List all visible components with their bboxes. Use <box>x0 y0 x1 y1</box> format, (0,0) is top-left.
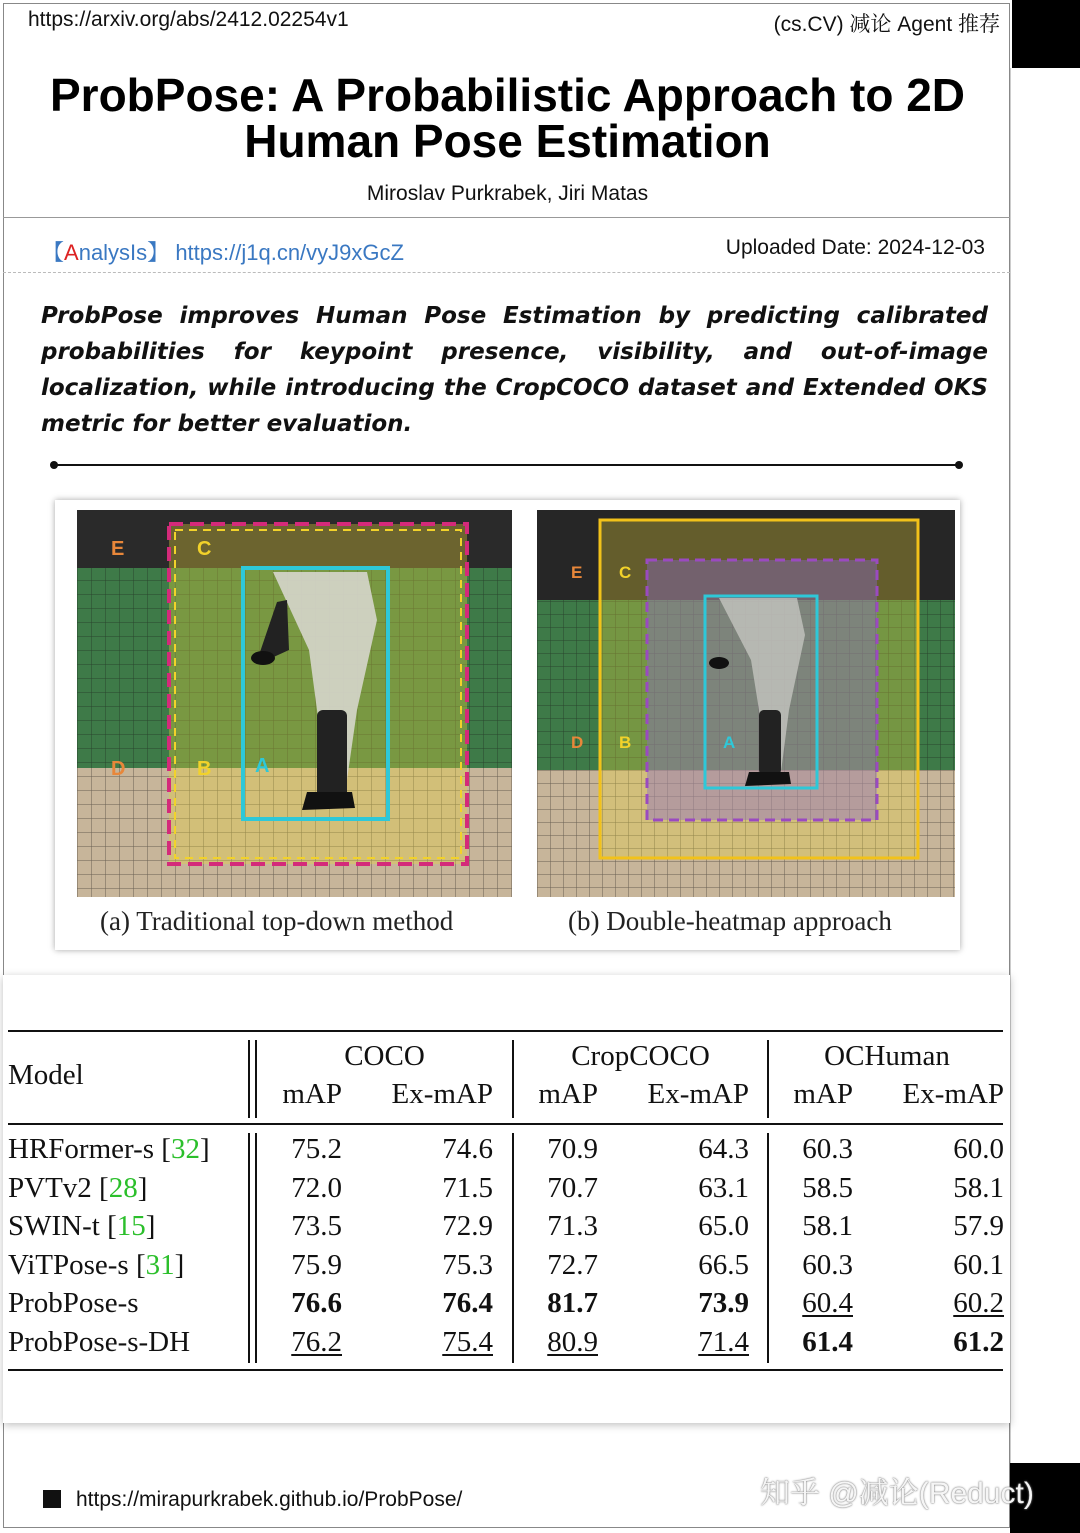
table-cell <box>362 1287 493 1320</box>
table-cell <box>262 1210 342 1243</box>
cell-value: 76.2 <box>291 1325 342 1358</box>
table-row-model-name <box>8 1287 139 1320</box>
cell-value: 64.3 <box>698 1133 749 1165</box>
cell-value: 60.1 <box>953 1248 1004 1281</box>
label-d-b: D <box>571 733 584 752</box>
cell-value: 60.3 <box>802 1248 853 1281</box>
subhead-och-exmap: Ex-mAP <box>902 1078 1004 1110</box>
model-name-text: ProbPose-s <box>8 1287 139 1319</box>
cell-value: 70.7 <box>547 1171 598 1204</box>
cell-value: 71.3 <box>547 1210 598 1242</box>
cell-value: 71.4 <box>698 1325 749 1358</box>
table-row-model-name <box>8 1133 210 1166</box>
vrule-body-coco <box>512 1133 514 1363</box>
vrule-crop <box>767 1040 769 1118</box>
table-cell <box>262 1249 342 1282</box>
analysis-link-row[interactable] <box>42 236 404 267</box>
table-bottom-rule <box>8 1369 1003 1371</box>
cell-value: 60.3 <box>802 1133 853 1165</box>
table-cell <box>262 1133 342 1166</box>
table-cell <box>773 1172 853 1205</box>
table-header-model: Model <box>8 1059 84 1091</box>
citation-link[interactable]: 15 <box>116 1210 146 1242</box>
caption-panel-a: (a) Traditional top-down method <box>100 906 454 936</box>
cell-value: 60.0 <box>953 1133 1004 1165</box>
vrule-body-crop <box>767 1133 769 1363</box>
table-cell <box>362 1249 493 1282</box>
corner-block <box>1012 0 1080 68</box>
right-gutter <box>1010 68 1080 1463</box>
table-cell <box>362 1326 493 1359</box>
cell-value: 71.5 <box>442 1171 493 1204</box>
figure-panel-a <box>77 510 512 897</box>
table-cell <box>262 1287 342 1320</box>
label-b-b: B <box>619 733 632 752</box>
vrule-body-model-b <box>255 1133 257 1363</box>
table-header-rule <box>8 1123 1003 1125</box>
cell-value: 58.1 <box>953 1171 1004 1204</box>
analysis-letter-a: A <box>64 240 79 265</box>
cell-value: 57.9 <box>953 1210 1004 1242</box>
cell-value: 74.6 <box>442 1133 493 1165</box>
uploaded-date: Uploaded Date: 2024-12-03 <box>725 236 985 259</box>
table-cell <box>362 1172 493 1205</box>
subhead-crop-exmap: Ex-mAP <box>647 1078 749 1110</box>
table-row-model-name <box>8 1249 184 1282</box>
paper-authors: Miroslav Purkrabek, Jiri Matas <box>366 182 649 205</box>
cell-value: 81.7 <box>547 1287 598 1319</box>
model-name-text: SWIN-t [ <box>8 1210 117 1242</box>
header-divider <box>3 217 1010 218</box>
table-cell <box>518 1287 598 1320</box>
cell-value: 80.9 <box>547 1325 598 1358</box>
table-row-model-name <box>8 1210 155 1243</box>
table-header-coco: COCO <box>344 1040 425 1072</box>
cell-value: 61.2 <box>953 1325 1004 1358</box>
table-cell <box>362 1133 493 1166</box>
title-line-2: Human Pose Estimation <box>244 115 771 167</box>
vrule-model-b <box>255 1040 257 1118</box>
cell-value: 60.2 <box>953 1287 1004 1319</box>
label-b: B <box>197 758 212 780</box>
label-e: E <box>111 538 125 560</box>
table-cell <box>618 1133 749 1166</box>
cell-value: 73.9 <box>698 1287 749 1319</box>
citation-bracket: ] <box>145 1210 156 1242</box>
cell-value: 72.7 <box>547 1248 598 1281</box>
cell-value: 73.5 <box>291 1210 342 1242</box>
cell-value: 58.1 <box>802 1210 853 1242</box>
cell-value: 70.9 <box>547 1133 598 1165</box>
table-cell <box>618 1210 749 1243</box>
cell-value: 66.5 <box>698 1248 749 1281</box>
table-cell <box>518 1133 598 1166</box>
table-row-model-name <box>8 1326 190 1359</box>
cell-value: 75.9 <box>291 1248 342 1281</box>
table-cell <box>873 1210 1004 1243</box>
cell-value: 58.5 <box>802 1171 853 1204</box>
table-cell <box>518 1172 598 1205</box>
table-cell <box>618 1287 749 1320</box>
citation-link[interactable]: 31 <box>145 1248 175 1281</box>
table-cell <box>518 1249 598 1282</box>
model-name-text: ViTPose-s [ <box>8 1248 146 1281</box>
table-cell <box>873 1133 1004 1166</box>
divider-dot-right <box>955 461 963 469</box>
table-cell <box>618 1172 749 1205</box>
meta-divider <box>3 272 1010 273</box>
vrule-model-a <box>248 1040 250 1118</box>
zhihu-watermark: 知乎 @减论(Reduct) <box>760 1477 1034 1510</box>
table-cell <box>773 1287 853 1320</box>
citation-link[interactable]: 28 <box>108 1171 138 1204</box>
vrule-coco <box>512 1040 514 1118</box>
footer-bullet <box>43 1490 61 1508</box>
cell-value: 75.4 <box>442 1325 493 1358</box>
label-a-b: A <box>723 733 736 752</box>
label-a: A <box>255 755 270 777</box>
cell-value: 72.9 <box>442 1210 493 1242</box>
citation-link[interactable]: 32 <box>170 1133 200 1165</box>
paper-title <box>0 69 1015 167</box>
model-name-text: PVTv2 [ <box>8 1171 109 1204</box>
table-top-rule <box>8 1030 1003 1032</box>
project-url[interactable]: https://mirapurkrabek.github.io/ProbPose/ <box>76 1488 463 1511</box>
cell-value: 72.0 <box>291 1171 342 1204</box>
title-line-1: ProbPose: A Probabilistic Approach to 2D <box>49 69 965 121</box>
subhead-coco-exmap: Ex-mAP <box>391 1078 493 1110</box>
category-tag: (cs.CV) 减论 Agent 推荐 <box>773 13 1000 36</box>
paper-summary: ProbPose improves Human Pose Estimation by predicting calibrated probabilities for keypoint presence, visibility, and out-of-image localization, while introducing the CropCOCO dataset and Extended OKS metric for better evaluation. <box>41 303 988 437</box>
label-d: D <box>111 758 126 780</box>
divider-dot-left <box>50 461 58 469</box>
cell-value: 61.4 <box>802 1325 853 1358</box>
cell-value: 63.1 <box>698 1171 749 1204</box>
table-header-ochuman: OCHuman <box>824 1040 950 1072</box>
table-cell <box>262 1172 342 1205</box>
table-header-cropcoco: CropCOCO <box>571 1040 710 1072</box>
table-cell <box>618 1249 749 1282</box>
analysis-label-rest: nalysIs】 <box>78 240 170 265</box>
table-row-model-name <box>8 1172 147 1205</box>
label-e-b: E <box>571 563 583 582</box>
label-c-b: C <box>619 563 632 582</box>
cell-value: 76.6 <box>291 1287 342 1319</box>
cell-value: 75.3 <box>442 1248 493 1281</box>
table-cell <box>873 1249 1004 1282</box>
model-name-text: ProbPose-s-DH <box>8 1325 191 1358</box>
arxiv-url[interactable]: https://arxiv.org/abs/2412.02254v1 <box>28 8 349 31</box>
table-cell <box>773 1133 853 1166</box>
table-cell <box>773 1326 853 1359</box>
citation-bracket: ] <box>137 1171 148 1204</box>
cell-value: 75.2 <box>291 1133 342 1165</box>
caption-panel-b: (b) Double-heatmap approach <box>568 906 892 936</box>
vrule-body-model-a <box>248 1133 250 1363</box>
citation-bracket: ] <box>199 1133 210 1165</box>
subhead-coco-map: mAP <box>282 1078 342 1110</box>
section-divider <box>54 464 960 466</box>
cell-value: 65.0 <box>698 1210 749 1242</box>
table-cell <box>518 1326 598 1359</box>
table-cell <box>362 1210 493 1243</box>
analysis-bracket-open: 【 <box>42 240 65 265</box>
cell-value: 60.4 <box>802 1287 853 1319</box>
figure-panel-b <box>537 510 955 897</box>
table-cell <box>618 1326 749 1359</box>
table-cell <box>773 1249 853 1282</box>
table-cell <box>773 1210 853 1243</box>
table-cell <box>873 1287 1004 1320</box>
table-cell <box>518 1210 598 1243</box>
subhead-crop-map: mAP <box>538 1078 598 1110</box>
label-c: C <box>197 538 212 560</box>
teaser-figure <box>55 500 960 950</box>
cell-value: 76.4 <box>442 1287 493 1319</box>
citation-bracket: ] <box>174 1248 185 1281</box>
panel-a-image <box>77 510 512 897</box>
subhead-och-map: mAP <box>793 1078 853 1110</box>
model-name-text: HRFormer-s [ <box>8 1133 171 1165</box>
table-cell <box>873 1326 1004 1359</box>
table-cell <box>262 1326 342 1359</box>
panel-b-image <box>537 510 955 897</box>
table-cell <box>873 1172 1004 1205</box>
analysis-link[interactable]: https://j1q.cn/vyJ9xGcZ <box>175 240 404 265</box>
